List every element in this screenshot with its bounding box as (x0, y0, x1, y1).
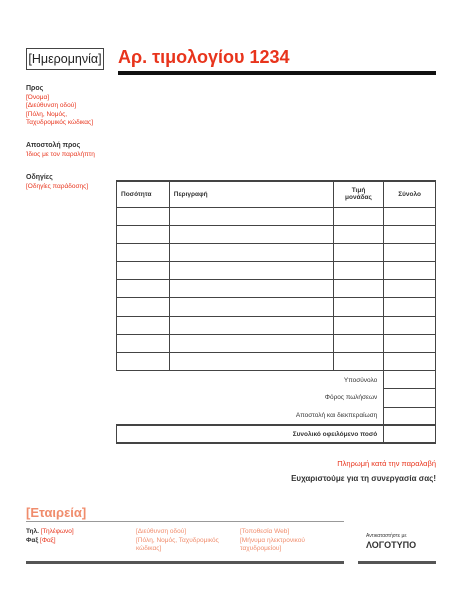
line-total-cell[interactable] (384, 316, 436, 334)
quantity-cell[interactable] (117, 353, 170, 371)
line-total-cell[interactable] (384, 207, 436, 225)
contact-web-email[interactable] (240, 528, 340, 554)
description-cell[interactable] (169, 207, 333, 225)
description-cell[interactable] (169, 225, 333, 243)
total-due-label: Συνολικό οφειλόμενο ποσό (117, 425, 384, 443)
quantity-cell[interactable] (117, 207, 170, 225)
footer-rule-left (26, 561, 344, 564)
invoice-items-table (116, 180, 436, 444)
unit-price-cell[interactable] (333, 353, 384, 371)
col-header-unit-price: Τιμή μονάδας (333, 181, 384, 207)
subtotal-cell[interactable] (384, 371, 436, 389)
description-cell[interactable] (169, 298, 333, 316)
tax-label: Φόρος πωλήσεων (324, 394, 378, 402)
table-row (117, 334, 436, 352)
description-cell[interactable] (169, 316, 333, 334)
table-row (117, 262, 436, 280)
company-name[interactable]: [Εταιρεία] (26, 505, 87, 520)
quantity-cell[interactable] (117, 243, 170, 261)
payment-note: Πληρωμή κατά την παραλαβή (337, 459, 436, 468)
web-line: [Τοποθεσία Web] (240, 528, 290, 535)
table-row (117, 225, 436, 243)
line-total-cell[interactable] (384, 280, 436, 298)
ship-to-block (26, 142, 95, 159)
unit-price-cell[interactable] (333, 298, 384, 316)
contact-phone-fax (26, 528, 74, 545)
line-total-cell[interactable] (384, 262, 436, 280)
description-cell[interactable] (169, 280, 333, 298)
to-street[interactable]: [Διεύθυνση οδού] (26, 102, 77, 110)
quantity-cell[interactable] (117, 298, 170, 316)
logo-text: ΛΟΓΟΤΥΠΟ (366, 540, 417, 550)
unit-price-cell[interactable] (333, 207, 384, 225)
ship-to-value[interactable]: Ίδιος με τον παραλήπτη (26, 151, 95, 159)
instructions-heading: Οδηγίες (26, 174, 53, 181)
table-row (117, 298, 436, 316)
to-name[interactable]: [Όνομα] (26, 94, 50, 102)
quantity-cell[interactable] (117, 316, 170, 334)
col-header-description: Περιγραφή (169, 181, 333, 207)
address-line: [Διεύθυνση οδού] (136, 528, 187, 535)
total-due-cell[interactable] (384, 425, 436, 443)
header-rule (118, 71, 436, 75)
line-total-cell[interactable] (384, 243, 436, 261)
unit-price-cell[interactable] (333, 316, 384, 334)
table-row (117, 207, 436, 225)
web-line: ταχυδρομείου] (240, 545, 282, 552)
description-cell[interactable] (169, 262, 333, 280)
contact-address[interactable] (136, 528, 236, 554)
table-row (117, 316, 436, 334)
line-total-cell[interactable] (384, 353, 436, 371)
phone-value[interactable]: [Τηλέφωνο] (40, 528, 74, 535)
date-field[interactable]: [Ημερομηνία] (26, 48, 104, 70)
description-cell[interactable] (169, 353, 333, 371)
invoice-number-title: Αρ. τιμολογίου 1234 (118, 47, 290, 67)
to-heading: Προς (26, 85, 44, 92)
logo-placeholder[interactable] (366, 533, 436, 550)
address-line: [Πόλη, Νομός, Ταχυδρομικός (136, 536, 219, 544)
web-line: [Μήνυμα ηλεκτρονικού (240, 536, 305, 544)
subtotal-label: Υποσύνολο (343, 376, 378, 384)
table-row (117, 243, 436, 261)
line-total-cell[interactable] (384, 334, 436, 352)
unit-price-cell[interactable] (333, 334, 384, 352)
col-header-total: Σύνολο (384, 181, 436, 207)
fax-value[interactable]: [Φαξ] (40, 536, 56, 544)
table-row (117, 353, 436, 371)
thanks-message: Ευχαριστούμε για τη συνεργασία σας! (291, 474, 436, 483)
shipping-cell[interactable] (384, 407, 436, 425)
unit-price-cell[interactable] (333, 225, 384, 243)
description-cell[interactable] (169, 334, 333, 352)
to-block (26, 85, 93, 127)
quantity-cell[interactable] (117, 280, 170, 298)
instructions-value[interactable]: [Οδηγίες παράδοσης] (26, 183, 89, 191)
company-rule (26, 521, 344, 522)
unit-price-cell[interactable] (333, 262, 384, 280)
instructions-block (26, 174, 88, 191)
line-total-cell[interactable] (384, 225, 436, 243)
line-total-cell[interactable] (384, 298, 436, 316)
shipping-label: Αποστολή και διεκπεραίωση (295, 412, 378, 420)
fax-label: Φαξ (26, 536, 39, 544)
logo-hint: Αντικαταστήστε με (366, 533, 407, 539)
quantity-cell[interactable] (117, 334, 170, 352)
description-cell[interactable] (169, 243, 333, 261)
tax-cell[interactable] (384, 389, 436, 407)
ship-to-heading: Αποστολή προς (26, 142, 81, 149)
to-city[interactable]: [Πόλη, Νομός, (26, 110, 68, 118)
footer-rule-right (358, 561, 436, 564)
unit-price-cell[interactable] (333, 243, 384, 261)
address-line: κώδικας] (136, 545, 162, 552)
col-header-quantity: Ποσότητα (117, 181, 170, 207)
quantity-cell[interactable] (117, 225, 170, 243)
table-row (117, 280, 436, 298)
phone-label: Τηλ. (26, 528, 39, 535)
to-postal[interactable]: Ταχυδρομικός κώδικας] (26, 118, 93, 126)
unit-price-cell[interactable] (333, 280, 384, 298)
quantity-cell[interactable] (117, 262, 170, 280)
